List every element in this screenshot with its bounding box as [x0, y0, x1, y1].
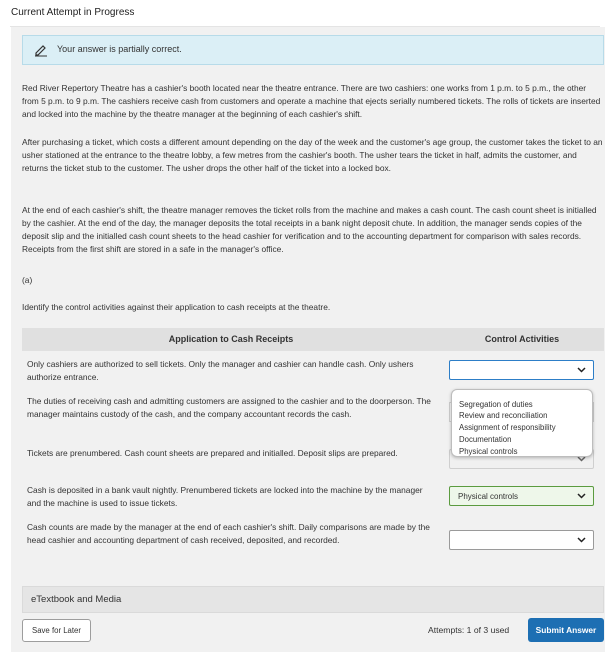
attempts-counter: Attempts: 1 of 3 used: [428, 625, 510, 635]
dropdown-option[interactable]: Review and reconciliation: [459, 411, 548, 420]
dropdown-option[interactable]: Physical controls: [459, 447, 518, 456]
problem-paragraph: After purchasing a ticket, which costs a different amount depending on the day of the week and the customer's age group, the customer takes the ticket to an usher stationed at the entrance to the theatre lobby, a few metres from the cashier's booth. The usher tears the ticket in half, admits the customer, and returns the ticket stub to the customer. The usher drops the other half of the ticket into a locked box.: [22, 137, 603, 173]
submit-answer-button[interactable]: Submit Answer: [528, 618, 604, 642]
select-value: Physical controls: [458, 492, 519, 501]
dropdown-option[interactable]: Segregation of duties: [459, 400, 533, 409]
table-row-text: Tickets are prenumbered. Cash count sheets are prepared and initialled. Deposit slips are prepared.: [27, 448, 398, 458]
alert-message: Your answer is partially correct.: [57, 44, 182, 54]
table-header: [22, 328, 604, 351]
control-activity-dropdown: [451, 389, 593, 457]
status-alert: [22, 35, 604, 65]
chevron-down-icon: [577, 537, 586, 543]
save-for-later-button[interactable]: Save for Later: [22, 619, 91, 642]
table-row-text: The duties of receiving cash and admitting customers are assigned to the cashier and to the doorperson. The manager maintains custody of the cash, and the company accountant records the cash.: [27, 396, 431, 420]
control-activity-select[interactable]: [449, 360, 594, 380]
pencil-icon: [34, 43, 48, 57]
question-prompt: Identify the control activities against their application to cash receipts at the theatre.: [22, 302, 331, 312]
chevron-down-icon: [577, 367, 586, 373]
table-row-text: Cash is deposited in a bank vault nightly. Prenumbered tickets are locked into the machine by the manager and the machine is used to issue tickets.: [27, 485, 423, 509]
etextbook-media-link[interactable]: [22, 586, 604, 613]
control-activity-select[interactable]: [449, 530, 594, 550]
column-header-application: Application to Cash Receipts: [168, 334, 294, 344]
chevron-down-icon: [577, 493, 586, 499]
table-row-text: Only cashiers are authorized to sell tickets. Only the manager and cashier can handle cash. Only ushers authorize entrance.: [27, 359, 414, 383]
dropdown-option[interactable]: Documentation: [459, 435, 512, 444]
problem-paragraph: Red River Repertory Theatre has a cashier's booth located near the theatre entrance. There are two cashiers: one works from 1 p.m. to 5 p.m., the other from 5 p.m. to 9 p.m. The cashiers receive cash from customers and operate a machine that ejects serially numbered tickets. The rolls of tickets are inserted and locked into the machine by the theatre manager at the beginning of each cashier's shift.: [22, 83, 601, 119]
dropdown-option[interactable]: Assignment of responsibility: [459, 423, 556, 432]
etextbook-label: eTextbook and Media: [31, 594, 122, 605]
column-header-control: Control Activities: [484, 334, 560, 344]
part-label: (a): [22, 275, 33, 285]
problem-paragraph: At the end of each cashier's shift, the theatre manager removes the ticket rolls from the machine and makes a cash count. The cash count sheet is initialled by the cashier. At the end of the day, the manager deposits the total receipts in a bank night deposit chute. In addition, the manager sends copies of the deposit slip and the initialled cash count sheets to the head cashier for verification and to the accounting department for comparison with sales records. Receipts from the first shift are stored in a safe in the manager's office.: [22, 205, 597, 254]
control-activity-select[interactable]: [449, 486, 594, 506]
page-title: Current Attempt in Progress: [11, 7, 135, 18]
table-row-text: Cash counts are made by the manager at the end of each cashier's shift. Daily comparisons are made by the head cashier and accounting department of cash received, deposited, and recorded.: [27, 522, 430, 546]
